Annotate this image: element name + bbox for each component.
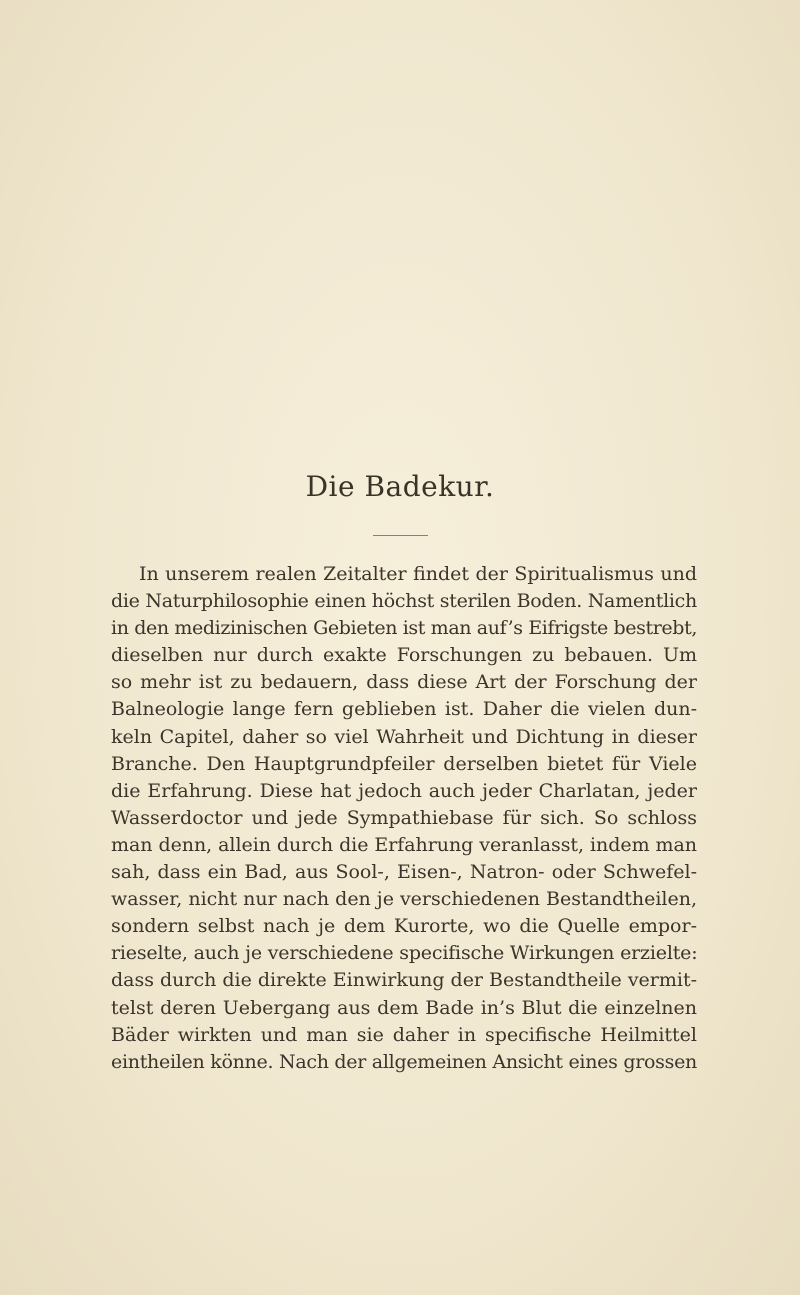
text-line: die Erfahrung. Diese hat jedoch auch jeder Charlatan, jeder xyxy=(111,779,697,802)
text-line: Wasserdoctor und jede Sympathiebase für sich. So schloss xyxy=(111,806,697,829)
text-line: so mehr ist zu bedauern, dass diese Art der Forschung der xyxy=(111,671,697,694)
text-line: keln Capitel, daher so viel Wahrheit und Dichtung in dieser xyxy=(111,725,697,748)
text-line: in den medizinischen Gebieten ist man auf’s Eifrigste bestrebt, xyxy=(111,617,697,640)
text-line: man denn, allein durch die Erfahrung veranlasst, indem man xyxy=(111,833,697,856)
text-line: Balneologie lange fern geblieben ist. Daher die vielen dun- xyxy=(111,698,697,721)
text-line: In unserem realen Zeitalter findet der Spiritualismus und xyxy=(139,563,697,585)
text-line: Bäder wirkten und man sie daher in specifische Heilmittel xyxy=(111,1023,697,1046)
text-line: sondern selbst nach je dem Kurorte, wo die Quelle empor- xyxy=(111,915,697,938)
text-line: rieselte, auch je verschiedene specifische Wirkungen erzielte: xyxy=(111,942,698,965)
text-line: sah, dass ein Bad, aus Sool-, Eisen-, Natron- oder Schwefel- xyxy=(111,861,697,884)
title-divider xyxy=(373,535,428,536)
text-line: die Naturphilosophie einen höchst sterilen Boden. Namentlich xyxy=(111,590,697,613)
text-line: wasser, nicht nur nach den je verschiedenen Bestandtheilen, xyxy=(111,888,697,911)
text-line: dieselben nur durch exakte Forschungen zu bebauen. Um xyxy=(111,644,697,667)
chapter-title: Die Badekur. xyxy=(305,470,495,503)
body-paragraph xyxy=(111,561,697,1076)
text-line: telst deren Uebergang aus dem Bade in’s Blut die einzelnen xyxy=(111,996,697,1019)
text-line: eintheilen könne. Nach der allgemeinen Ansicht eines grossen xyxy=(111,1050,697,1073)
text-line: dass durch die direkte Einwirkung der Bestandtheile vermit- xyxy=(111,969,697,992)
text-line: Branche. Den Hauptgrundpfeiler derselben bietet für Viele xyxy=(111,752,697,775)
